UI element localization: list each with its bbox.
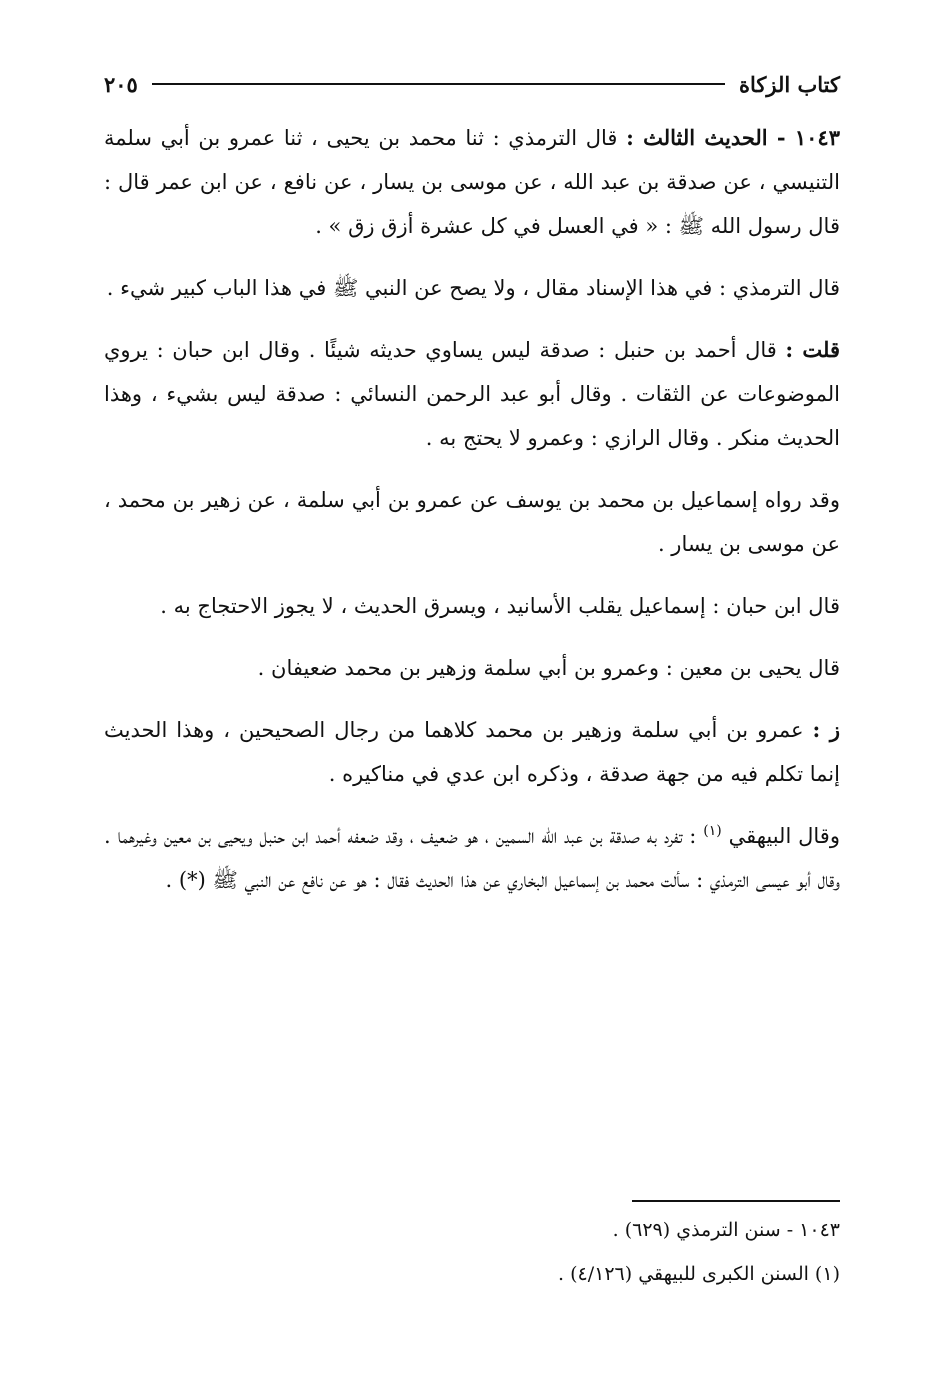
paragraph-text: وقد رواه إسماعيل بن محمد بن يوسف عن عمرو بن أبي سلمة ، عن زهير بن محمد ، عن موسى بن يسار . xyxy=(104,488,840,556)
page-content xyxy=(104,66,840,920)
paragraph-text: قال يحيى بن معين : وعمرو بن أبي سلمة وزهير بن محمد ضعيفان . xyxy=(257,656,840,680)
page-number: ٢٠٥ xyxy=(104,71,138,97)
zain-lead: ز : xyxy=(812,717,840,742)
paragraph-text-before-ref: وقال البيهقي xyxy=(721,824,840,848)
footnote-rule xyxy=(632,1200,840,1202)
paragraph-bayhaqi xyxy=(104,814,840,902)
footnote-reference[interactable]: (١) xyxy=(703,823,722,839)
header-rule xyxy=(152,83,725,85)
paragraph-text: : تفرد به صدقة بن عبد الله السمين ، هو ضعيف ، وقد ضعفه أحمد ابن حنبل ويحيى بن معين وغيرهما . وقال أبو عيسى الترمذي : سألت محمد بن إسماعيل البخاري عن هذا الحديث فقال : هو عن نافع عن النبي ﷺ (*) . xyxy=(104,824,840,892)
footnote-1: (١) السنن الكبرى للبيهقي (٤/١٢٦) . xyxy=(558,1263,840,1285)
paragraph-hadith-1043 xyxy=(104,116,840,248)
footnotes xyxy=(104,1200,840,1296)
chapter-title: كتاب الزكاة xyxy=(738,71,840,97)
paragraph-ismail-narration xyxy=(104,478,840,566)
paragraph-text: قال ابن حبان : إسماعيل يقلب الأسانيد ، ويسرق الحديث ، لا يجوز الاحتجاج به . xyxy=(160,594,840,618)
paragraph-zain xyxy=(104,708,840,796)
paragraph-ibn-hibban xyxy=(104,584,840,628)
footnote-1043: ١٠٤٣ - سنن الترمذي (٦٢٩) . xyxy=(612,1219,840,1241)
main-text xyxy=(104,116,840,902)
running-header xyxy=(104,66,840,102)
paragraph-text: قال الترمذي : ثنا محمد بن يحيى ، ثنا عمرو بن أبي سلمة التنيسي ، عن صدقة بن عبد الله ، عن موسى بن يسار ، عن نافع ، عن ابن عمر قال : قال رسول الله ﷺ : « في العسل في كل عشرة أزق زق » . xyxy=(104,126,840,238)
paragraph-text: قال الترمذي : في هذا الإسناد مقال ، ولا يصح عن النبي ﷺ في هذا الباب كبير شيء . xyxy=(106,276,840,300)
paragraph-text: قال أحمد بن حنبل : صدقة ليس يساوي حديثه شيئًا . وقال ابن حبان : يروي الموضوعات عن الثقات . وقال أبو عبد الرحمن النسائي : صدقة ليس بشيء ، وهذا الحديث منكر . وقال الرازي : وعمرو لا يحتج به . xyxy=(104,338,840,450)
paragraph-qultu xyxy=(104,328,840,460)
paragraph-yahya-ibn-main xyxy=(104,646,840,690)
paragraph-text: عمرو بن أبي سلمة وزهير بن محمد كلاهما من رجال الصحيحين ، وهذا الحديث إنما تكلم فيه من جهة صدقة ، وذكره ابن عدي في مناكيره . xyxy=(104,718,840,786)
paragraph-tirmidhi-comment xyxy=(104,266,840,310)
qultu-lead: قلت : xyxy=(785,337,841,362)
hadith-number-lead: ١٠٤٣ - الحديث الثالث : xyxy=(626,125,840,150)
